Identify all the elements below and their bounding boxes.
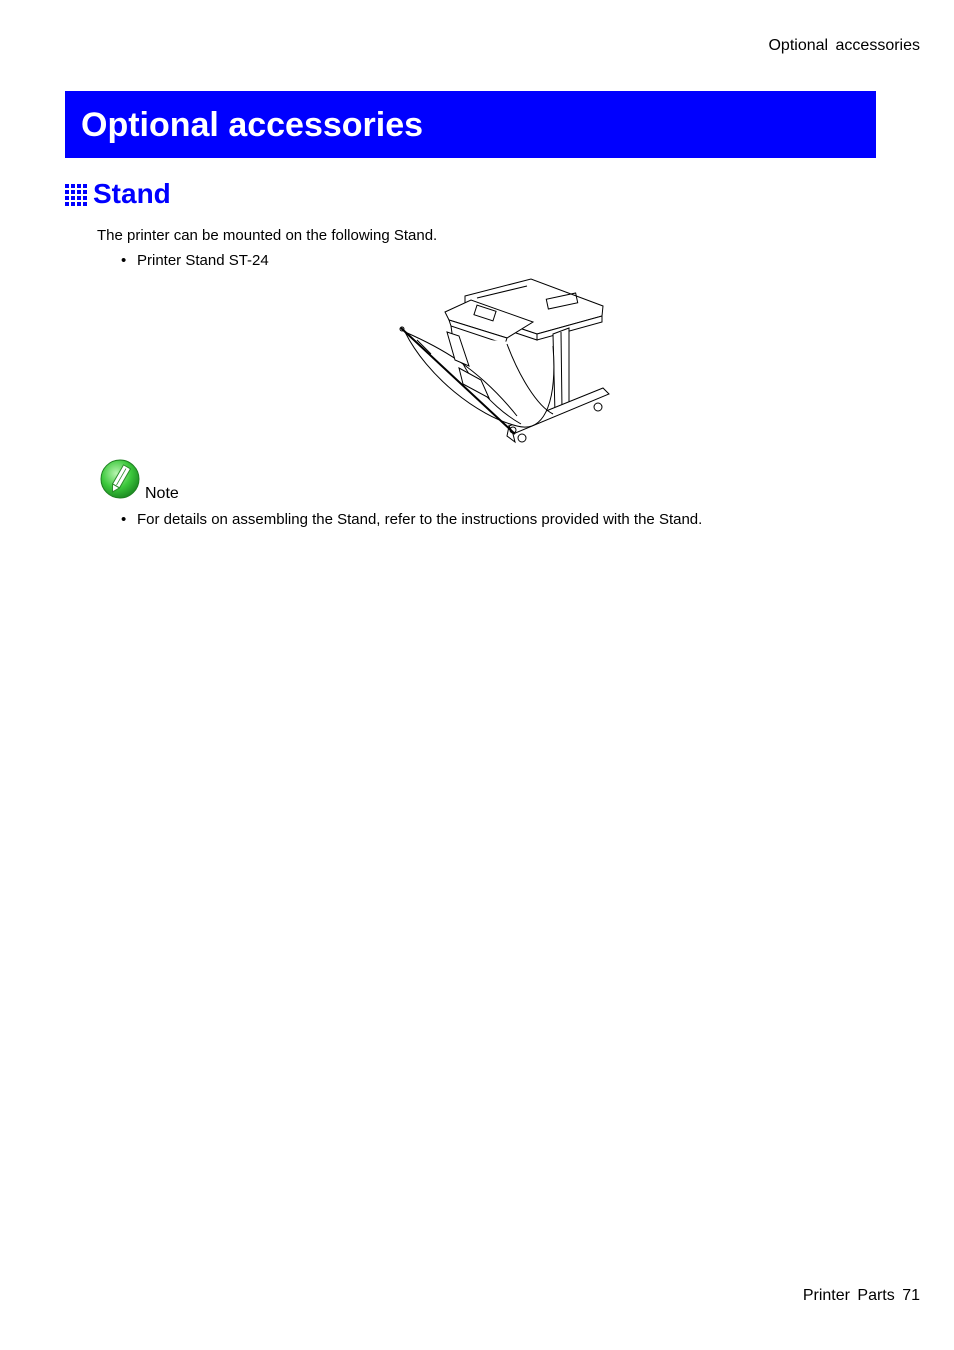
footer-section: Printer Parts <box>802 1287 895 1304</box>
running-footer <box>803 1287 920 1305</box>
list-item: • Printer Stand ST-24 <box>121 252 269 269</box>
section-heading <box>65 177 171 211</box>
list-item-text: Printer Stand ST-24 <box>137 252 269 269</box>
grid-icon <box>65 184 87 206</box>
page-number: 71 <box>902 1287 920 1304</box>
title-bar <box>65 91 876 158</box>
running-header: Optional accessories <box>768 37 920 54</box>
note-list-item: • For details on assembling the Stand, refer to the instructions provided with the Stand. <box>121 511 703 528</box>
printer-stand-illustration <box>397 276 611 448</box>
note-pencil-icon <box>100 459 142 501</box>
note-label: Note <box>145 485 179 502</box>
section-title: Stand <box>93 178 171 209</box>
intro-text: The printer can be mounted on the following Stand. <box>97 227 438 244</box>
note-list-item-text: For details on assembling the Stand, refer to the instructions provided with the Stand. <box>137 511 703 528</box>
page-title: Optional accessories <box>81 106 424 144</box>
